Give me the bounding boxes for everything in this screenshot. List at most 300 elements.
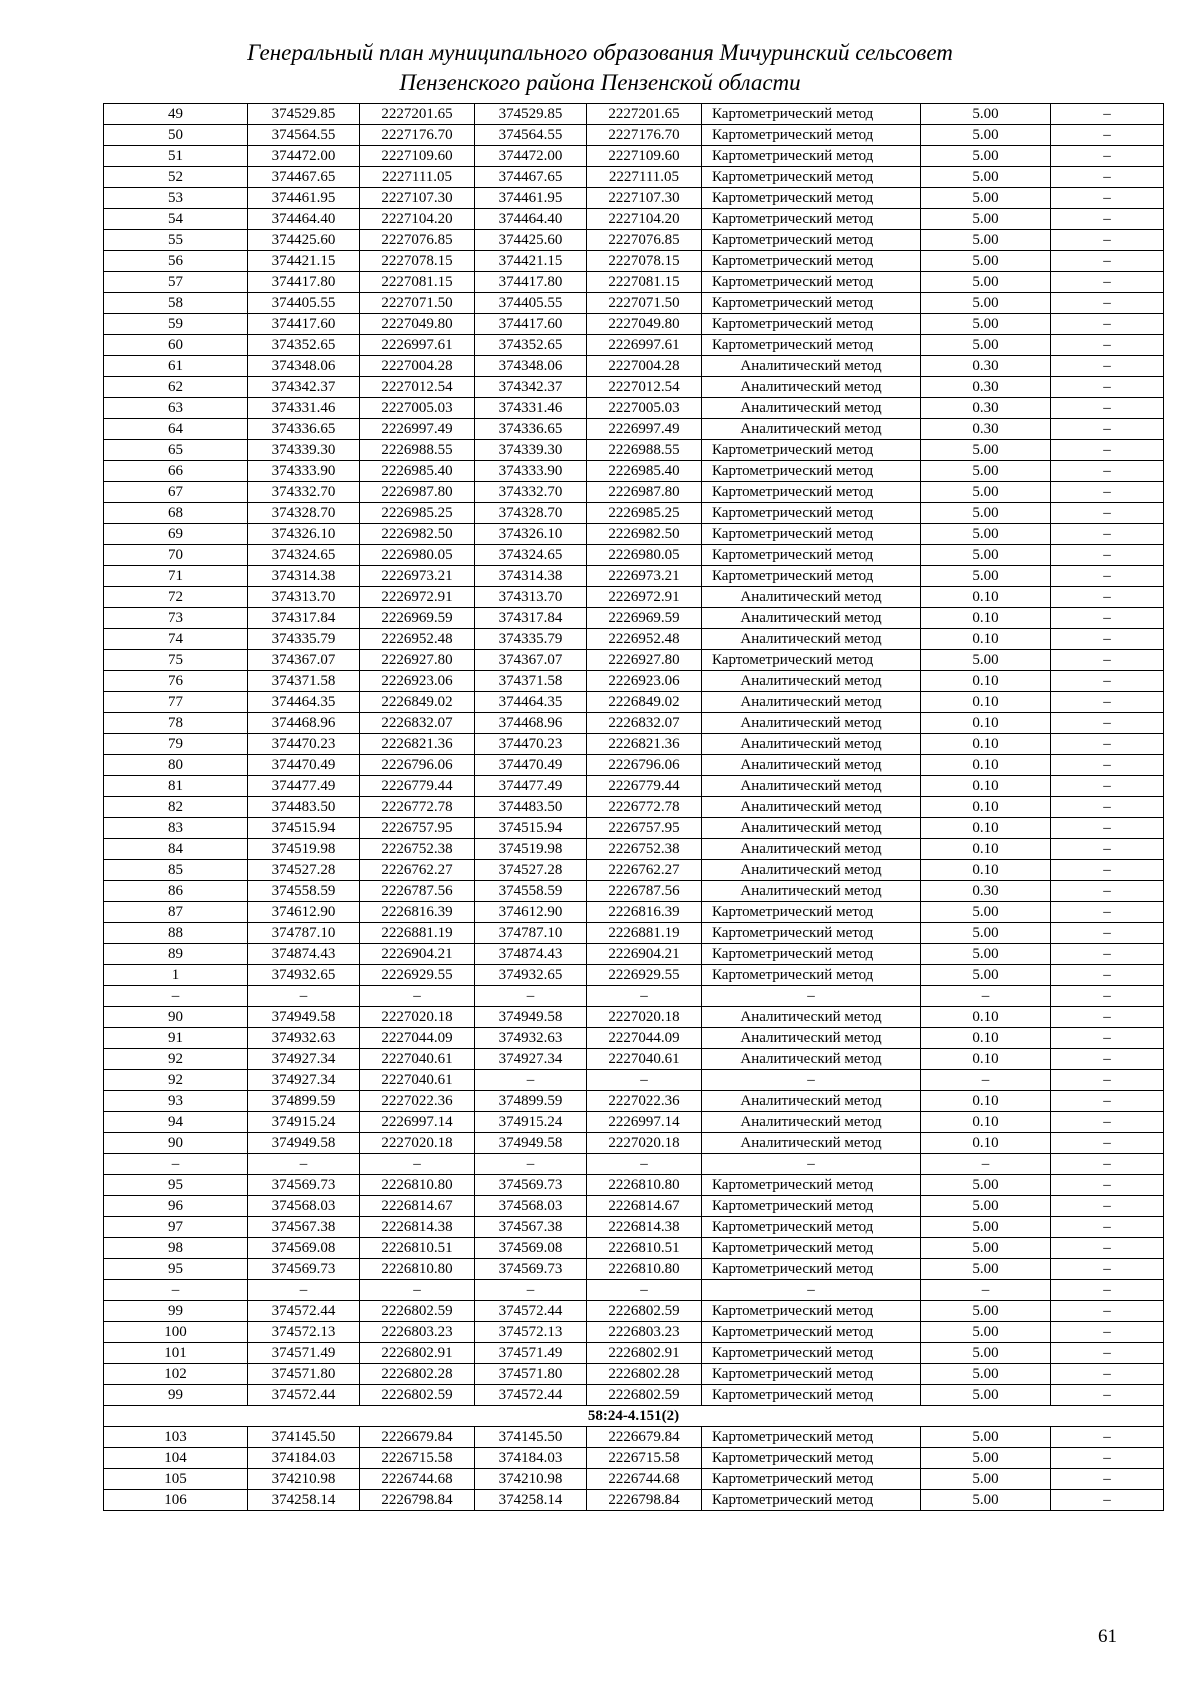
new-y-cell: 2226798.84 (587, 1490, 702, 1511)
existing-y-cell: 2226814.67 (360, 1196, 475, 1217)
new-y-cell: 2226997.61 (587, 335, 702, 356)
existing-y-cell: 2226779.44 (360, 776, 475, 797)
new-y-cell: 2226952.48 (587, 629, 702, 650)
description-cell: – (1051, 566, 1164, 587)
description-cell: – (1051, 230, 1164, 251)
accuracy-cell: 5.00 (921, 1427, 1051, 1448)
existing-x-cell: 374371.58 (248, 671, 360, 692)
existing-x-cell: 374515.94 (248, 818, 360, 839)
table-row (104, 1280, 1164, 1301)
point-number-cell: 93 (104, 1091, 248, 1112)
point-number-cell: 84 (104, 839, 248, 860)
new-x-cell: 374571.80 (475, 1364, 587, 1385)
new-y-cell: 2226787.56 (587, 881, 702, 902)
method-cell: – (702, 1154, 921, 1175)
new-y-cell: 2226821.36 (587, 734, 702, 755)
existing-x-cell: 374572.44 (248, 1301, 360, 1322)
description-cell: – (1051, 1154, 1164, 1175)
description-cell: – (1051, 1196, 1164, 1217)
method-cell: Картометрический метод (702, 524, 921, 545)
description-cell: – (1051, 125, 1164, 146)
existing-x-cell: 374927.34 (248, 1070, 360, 1091)
new-y-cell: 2226814.67 (587, 1196, 702, 1217)
existing-x-cell: 374314.38 (248, 566, 360, 587)
point-number-cell: 102 (104, 1364, 248, 1385)
method-cell: Аналитический метод (702, 629, 921, 650)
accuracy-cell: – (921, 1280, 1051, 1301)
table-row (104, 482, 1164, 503)
point-number-cell: 99 (104, 1301, 248, 1322)
new-x-cell: 374949.58 (475, 1133, 587, 1154)
existing-y-cell: 2226952.48 (360, 629, 475, 650)
table-row (104, 818, 1164, 839)
existing-y-cell: 2227107.30 (360, 188, 475, 209)
point-number-cell: 78 (104, 713, 248, 734)
new-y-cell: – (587, 986, 702, 1007)
description-cell: – (1051, 713, 1164, 734)
new-y-cell: 2226679.84 (587, 1427, 702, 1448)
table-row (104, 461, 1164, 482)
new-x-cell: 374371.58 (475, 671, 587, 692)
description-cell: – (1051, 965, 1164, 986)
new-x-cell: 374335.79 (475, 629, 587, 650)
table-row (104, 1364, 1164, 1385)
existing-x-cell: 374145.50 (248, 1427, 360, 1448)
point-number-cell: 95 (104, 1175, 248, 1196)
method-cell: Картометрический метод (702, 650, 921, 671)
point-number-cell: 68 (104, 503, 248, 524)
new-y-cell: 2226757.95 (587, 818, 702, 839)
existing-x-cell: 374317.84 (248, 608, 360, 629)
accuracy-cell: 5.00 (921, 251, 1051, 272)
new-x-cell: 374333.90 (475, 461, 587, 482)
description-cell: – (1051, 167, 1164, 188)
table-row (104, 1028, 1164, 1049)
new-x-cell: 374352.65 (475, 335, 587, 356)
new-x-cell: 374529.85 (475, 104, 587, 125)
table-row (104, 167, 1164, 188)
table-row (104, 1469, 1164, 1490)
method-cell: Аналитический метод (702, 1028, 921, 1049)
new-y-cell: 2226881.19 (587, 923, 702, 944)
point-number-cell: 51 (104, 146, 248, 167)
new-y-cell: 2226752.38 (587, 839, 702, 860)
new-x-cell: 374572.44 (475, 1385, 587, 1406)
point-number-cell: 95 (104, 1259, 248, 1280)
existing-y-cell: 2226787.56 (360, 881, 475, 902)
accuracy-cell: 0.10 (921, 608, 1051, 629)
table-row (104, 356, 1164, 377)
new-y-cell: 2227004.28 (587, 356, 702, 377)
accuracy-cell: 5.00 (921, 503, 1051, 524)
existing-x-cell: 374332.70 (248, 482, 360, 503)
new-x-cell: 374572.13 (475, 1322, 587, 1343)
description-cell: – (1051, 608, 1164, 629)
coordinates-table (103, 103, 1164, 1511)
description-cell: – (1051, 734, 1164, 755)
point-number-cell: 103 (104, 1427, 248, 1448)
method-cell: Картометрический метод (702, 1259, 921, 1280)
new-x-cell: 374332.70 (475, 482, 587, 503)
table-row (104, 944, 1164, 965)
new-y-cell: 2226980.05 (587, 545, 702, 566)
accuracy-cell: 5.00 (921, 146, 1051, 167)
description-cell: – (1051, 1070, 1164, 1091)
accuracy-cell: 5.00 (921, 272, 1051, 293)
table-row (104, 440, 1164, 461)
existing-y-cell: 2226772.78 (360, 797, 475, 818)
new-y-cell: 2227201.65 (587, 104, 702, 125)
method-cell: Картометрический метод (702, 965, 921, 986)
new-x-cell: – (475, 1280, 587, 1301)
method-cell: Картометрический метод (702, 272, 921, 293)
new-y-cell: 2227044.09 (587, 1028, 702, 1049)
existing-x-cell: 374313.70 (248, 587, 360, 608)
description-cell: – (1051, 1427, 1164, 1448)
new-y-cell: 2227040.61 (587, 1049, 702, 1070)
method-cell: Картометрический метод (702, 146, 921, 167)
existing-x-cell: 374258.14 (248, 1490, 360, 1511)
new-y-cell: 2227081.15 (587, 272, 702, 293)
table-row (104, 692, 1164, 713)
existing-x-cell: 374348.06 (248, 356, 360, 377)
existing-y-cell: 2226802.59 (360, 1385, 475, 1406)
new-x-cell: 374425.60 (475, 230, 587, 251)
existing-y-cell: 2226752.38 (360, 839, 475, 860)
description-cell: – (1051, 755, 1164, 776)
accuracy-cell: 5.00 (921, 314, 1051, 335)
description-cell: – (1051, 1301, 1164, 1322)
table-row (104, 986, 1164, 1007)
table-row (104, 146, 1164, 167)
method-cell: Аналитический метод (702, 755, 921, 776)
table-row (104, 293, 1164, 314)
description-cell: – (1051, 923, 1164, 944)
method-cell: Аналитический метод (702, 1133, 921, 1154)
accuracy-cell: 5.00 (921, 1448, 1051, 1469)
new-y-cell: 2226802.91 (587, 1343, 702, 1364)
method-cell: Картометрический метод (702, 1175, 921, 1196)
coordinates-table-wrapper (103, 103, 1163, 1511)
new-y-cell: 2227020.18 (587, 1007, 702, 1028)
description-cell: – (1051, 776, 1164, 797)
point-number-cell: 97 (104, 1217, 248, 1238)
method-cell: Картометрический метод (702, 1343, 921, 1364)
existing-y-cell: 2226810.80 (360, 1259, 475, 1280)
point-number-cell: 85 (104, 860, 248, 881)
new-y-cell: 2226987.80 (587, 482, 702, 503)
new-y-cell: 2226997.49 (587, 419, 702, 440)
new-y-cell: 2227012.54 (587, 377, 702, 398)
existing-x-cell: 374915.24 (248, 1112, 360, 1133)
new-x-cell: – (475, 1070, 587, 1091)
new-x-cell: 374571.49 (475, 1343, 587, 1364)
accuracy-cell: 0.10 (921, 629, 1051, 650)
point-number-cell: 64 (104, 419, 248, 440)
accuracy-cell: – (921, 1070, 1051, 1091)
point-number-cell: 69 (104, 524, 248, 545)
description-cell: – (1051, 629, 1164, 650)
description-cell: – (1051, 377, 1164, 398)
existing-x-cell: 374472.00 (248, 146, 360, 167)
point-number-cell: 92 (104, 1049, 248, 1070)
existing-y-cell: 2226973.21 (360, 566, 475, 587)
new-y-cell: 2226969.59 (587, 608, 702, 629)
new-x-cell: 374569.73 (475, 1175, 587, 1196)
table-row (104, 503, 1164, 524)
new-y-cell: 2226802.28 (587, 1364, 702, 1385)
existing-x-cell: 374328.70 (248, 503, 360, 524)
point-number-cell: 49 (104, 104, 248, 125)
method-cell: – (702, 1070, 921, 1091)
existing-y-cell: 2226985.40 (360, 461, 475, 482)
description-cell: – (1051, 1028, 1164, 1049)
method-cell: Картометрический метод (702, 461, 921, 482)
point-number-cell: 73 (104, 608, 248, 629)
accuracy-cell: 5.00 (921, 209, 1051, 230)
existing-y-cell: 2227020.18 (360, 1133, 475, 1154)
point-number-cell: 58 (104, 293, 248, 314)
table-row (104, 1385, 1164, 1406)
new-x-cell: 374927.34 (475, 1049, 587, 1070)
existing-y-cell: 2227109.60 (360, 146, 475, 167)
table-row (104, 965, 1164, 986)
table-row (104, 713, 1164, 734)
new-y-cell: 2226982.50 (587, 524, 702, 545)
method-cell: Картометрический метод (702, 335, 921, 356)
description-cell: – (1051, 1112, 1164, 1133)
new-x-cell: 374417.80 (475, 272, 587, 293)
point-number-cell: 66 (104, 461, 248, 482)
existing-x-cell: 374927.34 (248, 1049, 360, 1070)
method-cell: Аналитический метод (702, 587, 921, 608)
existing-y-cell: 2227049.80 (360, 314, 475, 335)
table-row (104, 1049, 1164, 1070)
table-row (104, 524, 1164, 545)
accuracy-cell: 0.10 (921, 755, 1051, 776)
method-cell: – (702, 1280, 921, 1301)
method-cell: Картометрический метод (702, 293, 921, 314)
accuracy-cell: 5.00 (921, 440, 1051, 461)
point-number-cell: 67 (104, 482, 248, 503)
method-cell: Аналитический метод (702, 1091, 921, 1112)
existing-x-cell: 374367.07 (248, 650, 360, 671)
existing-y-cell: 2226997.14 (360, 1112, 475, 1133)
existing-y-cell: 2227020.18 (360, 1007, 475, 1028)
method-cell: Аналитический метод (702, 713, 921, 734)
new-x-cell: 374405.55 (475, 293, 587, 314)
accuracy-cell: 5.00 (921, 188, 1051, 209)
accuracy-cell: 0.10 (921, 713, 1051, 734)
method-cell: Картометрический метод (702, 104, 921, 125)
point-number-cell: 74 (104, 629, 248, 650)
new-x-cell: 374949.58 (475, 1007, 587, 1028)
description-cell: – (1051, 839, 1164, 860)
method-cell: Аналитический метод (702, 839, 921, 860)
new-y-cell: 2226985.40 (587, 461, 702, 482)
new-x-cell: 374328.70 (475, 503, 587, 524)
existing-y-cell: 2227076.85 (360, 230, 475, 251)
accuracy-cell: 5.00 (921, 524, 1051, 545)
existing-x-cell: 374572.44 (248, 1385, 360, 1406)
accuracy-cell: 5.00 (921, 1301, 1051, 1322)
new-y-cell: 2227104.20 (587, 209, 702, 230)
accuracy-cell: 5.00 (921, 1343, 1051, 1364)
point-number-cell: 90 (104, 1133, 248, 1154)
existing-x-cell: 374464.40 (248, 209, 360, 230)
existing-x-cell: 374468.96 (248, 713, 360, 734)
existing-x-cell: 374949.58 (248, 1133, 360, 1154)
existing-x-cell: 374572.13 (248, 1322, 360, 1343)
header-title-line-2: Пензенского района Пензенской области (399, 70, 801, 95)
point-number-cell: 106 (104, 1490, 248, 1511)
new-x-cell: 374787.10 (475, 923, 587, 944)
table-row (104, 587, 1164, 608)
existing-y-cell: 2226969.59 (360, 608, 475, 629)
accuracy-cell: 5.00 (921, 293, 1051, 314)
existing-y-cell: 2227012.54 (360, 377, 475, 398)
point-number-cell: 81 (104, 776, 248, 797)
new-x-cell: 374210.98 (475, 1469, 587, 1490)
accuracy-cell: 5.00 (921, 650, 1051, 671)
page-number: 61 (1098, 1626, 1117, 1647)
description-cell: – (1051, 503, 1164, 524)
method-cell: Картометрический метод (702, 209, 921, 230)
existing-y-cell: – (360, 1154, 475, 1175)
accuracy-cell: 0.30 (921, 398, 1051, 419)
table-row (104, 545, 1164, 566)
new-x-cell: 374527.28 (475, 860, 587, 881)
accuracy-cell: 5.00 (921, 902, 1051, 923)
existing-y-cell: 2226927.80 (360, 650, 475, 671)
existing-x-cell: 374335.79 (248, 629, 360, 650)
existing-x-cell: 374336.65 (248, 419, 360, 440)
accuracy-cell: 0.10 (921, 671, 1051, 692)
description-cell: – (1051, 335, 1164, 356)
existing-x-cell: 374421.15 (248, 251, 360, 272)
method-cell: Аналитический метод (702, 356, 921, 377)
description-cell: – (1051, 902, 1164, 923)
description-cell: – (1051, 986, 1164, 1007)
point-number-cell: 1 (104, 965, 248, 986)
new-x-cell: 374569.73 (475, 1259, 587, 1280)
method-cell: Картометрический метод (702, 314, 921, 335)
new-y-cell: 2227109.60 (587, 146, 702, 167)
existing-y-cell: 2226762.27 (360, 860, 475, 881)
existing-x-cell: 374571.49 (248, 1343, 360, 1364)
accuracy-cell: 5.00 (921, 1490, 1051, 1511)
accuracy-cell: 0.10 (921, 1028, 1051, 1049)
new-x-cell: – (475, 1154, 587, 1175)
table-row (104, 629, 1164, 650)
existing-x-cell: – (248, 986, 360, 1007)
existing-y-cell: 2226987.80 (360, 482, 475, 503)
existing-x-cell: 374333.90 (248, 461, 360, 482)
description-cell: – (1051, 524, 1164, 545)
new-x-cell: 374612.90 (475, 902, 587, 923)
point-number-cell: 94 (104, 1112, 248, 1133)
accuracy-cell: 0.30 (921, 419, 1051, 440)
existing-x-cell: 374529.85 (248, 104, 360, 125)
table-row (104, 1112, 1164, 1133)
accuracy-cell: 0.10 (921, 587, 1051, 608)
point-number-cell: 77 (104, 692, 248, 713)
new-y-cell: 2226985.25 (587, 503, 702, 524)
existing-y-cell: 2227022.36 (360, 1091, 475, 1112)
new-x-cell: 374145.50 (475, 1427, 587, 1448)
existing-y-cell: 2226881.19 (360, 923, 475, 944)
new-x-cell: 374472.00 (475, 146, 587, 167)
new-x-cell: 374421.15 (475, 251, 587, 272)
point-number-cell: 83 (104, 818, 248, 839)
accuracy-cell: 5.00 (921, 1385, 1051, 1406)
description-cell: – (1051, 1343, 1164, 1364)
existing-x-cell: 374569.73 (248, 1175, 360, 1196)
description-cell: – (1051, 104, 1164, 125)
description-cell: – (1051, 692, 1164, 713)
method-cell: Картометрический метод (702, 482, 921, 503)
point-number-cell: – (104, 1280, 248, 1301)
method-cell: Аналитический метод (702, 692, 921, 713)
existing-y-cell: 2227005.03 (360, 398, 475, 419)
new-x-cell: 374258.14 (475, 1490, 587, 1511)
new-x-cell: 374564.55 (475, 125, 587, 146)
table-row (104, 1343, 1164, 1364)
existing-y-cell: 2226929.55 (360, 965, 475, 986)
new-y-cell: 2226803.23 (587, 1322, 702, 1343)
new-x-cell: 374326.10 (475, 524, 587, 545)
existing-y-cell: 2226972.91 (360, 587, 475, 608)
description-cell: – (1051, 482, 1164, 503)
point-number-cell: 61 (104, 356, 248, 377)
accuracy-cell: 5.00 (921, 545, 1051, 566)
new-x-cell: 374348.06 (475, 356, 587, 377)
table-row (104, 1427, 1164, 1448)
method-cell: Картометрический метод (702, 545, 921, 566)
method-cell: Картометрический метод (702, 188, 921, 209)
accuracy-cell: 5.00 (921, 167, 1051, 188)
description-cell: – (1051, 671, 1164, 692)
existing-x-cell: 374470.23 (248, 734, 360, 755)
accuracy-cell: 0.30 (921, 377, 1051, 398)
method-cell: Аналитический метод (702, 608, 921, 629)
new-y-cell: – (587, 1070, 702, 1091)
point-number-cell: 59 (104, 314, 248, 335)
point-number-cell: 76 (104, 671, 248, 692)
existing-x-cell: 374569.08 (248, 1238, 360, 1259)
new-x-cell: 374932.63 (475, 1028, 587, 1049)
table-row (104, 1259, 1164, 1280)
existing-y-cell: 2226923.06 (360, 671, 475, 692)
method-cell: Картометрический метод (702, 125, 921, 146)
table-body (104, 104, 1164, 1511)
method-cell: Аналитический метод (702, 776, 921, 797)
table-row (104, 923, 1164, 944)
table-row (104, 1301, 1164, 1322)
table-row (104, 251, 1164, 272)
new-y-cell: 2226779.44 (587, 776, 702, 797)
existing-y-cell: 2226757.95 (360, 818, 475, 839)
accuracy-cell: 0.10 (921, 734, 1051, 755)
existing-y-cell: 2226816.39 (360, 902, 475, 923)
description-cell: – (1051, 209, 1164, 230)
accuracy-cell: 5.00 (921, 944, 1051, 965)
method-cell: Картометрический метод (702, 1448, 921, 1469)
new-y-cell: 2226810.51 (587, 1238, 702, 1259)
table-row (104, 650, 1164, 671)
new-y-cell: 2226744.68 (587, 1469, 702, 1490)
new-x-cell: 374477.49 (475, 776, 587, 797)
